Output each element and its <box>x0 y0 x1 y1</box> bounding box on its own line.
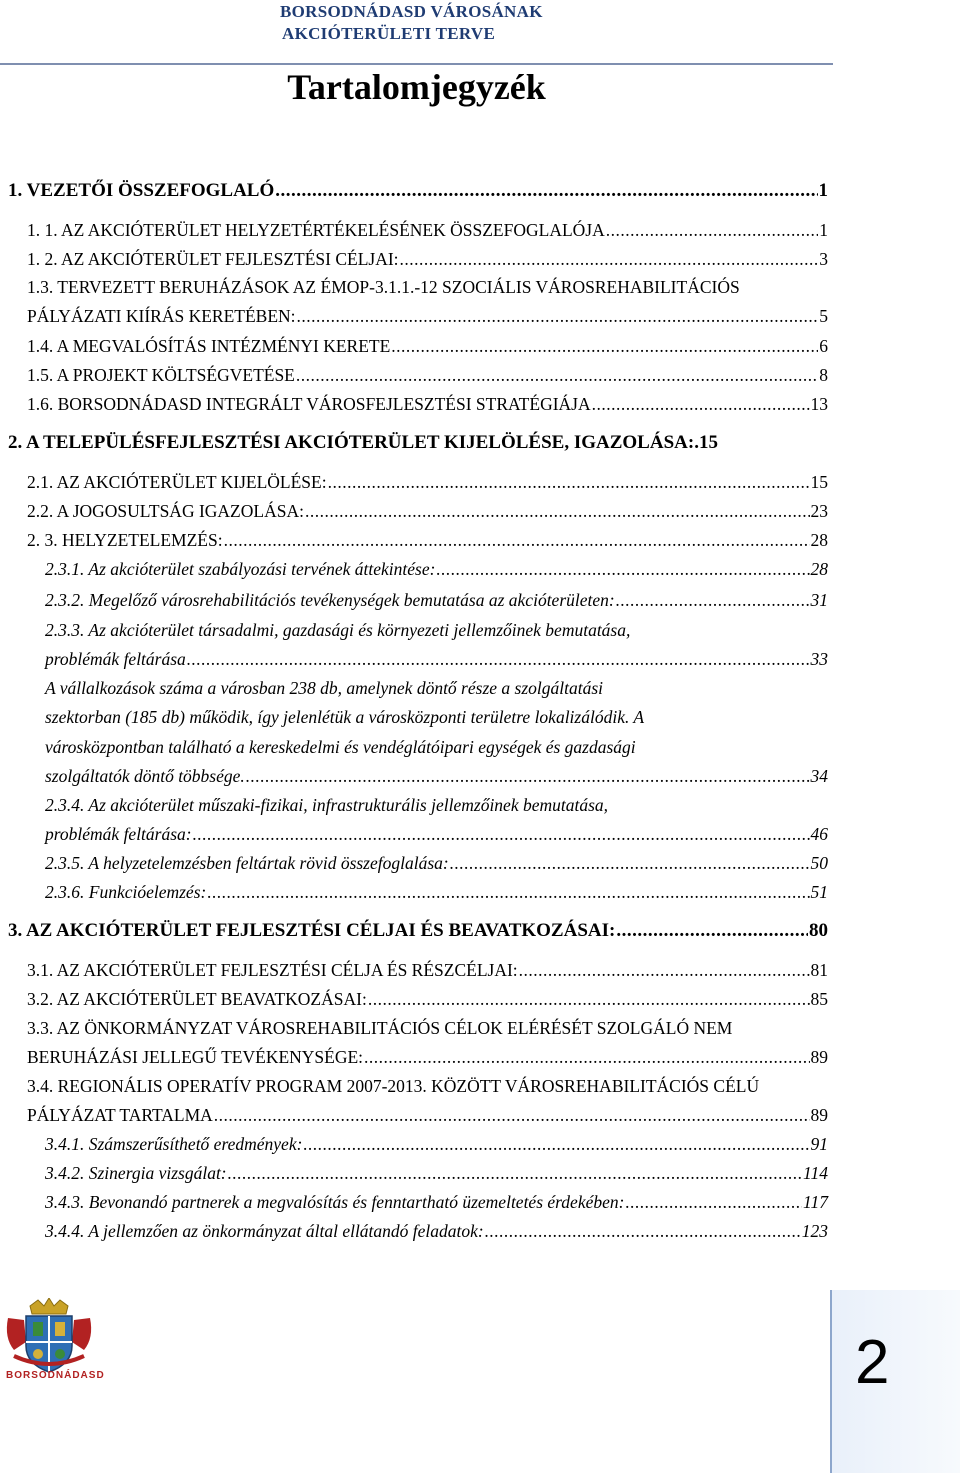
toc-entry-page: .15 <box>694 432 718 453</box>
toc-entry-page: 51 <box>810 882 828 902</box>
toc-entry-text: 3.4.2. Szinergia vizsgálat: <box>45 1163 227 1183</box>
toc-entry-text: 2. 3. HELYZETELEMZÉS: <box>27 530 223 550</box>
toc-entry-page: 6 <box>819 336 828 356</box>
toc-entry-text: 1. 2. AZ AKCIÓTERÜLET FEJLESZTÉSI CÉLJAI: <box>27 249 399 269</box>
toc-entry-page: 89 <box>810 1047 828 1067</box>
toc-entry-text: 1.5. A PROJEKT KÖLTSÉGVETÉSE <box>27 365 295 385</box>
toc-entry[interactable] <box>27 365 828 386</box>
toc-entry-page: 28 <box>810 559 828 579</box>
toc-entry[interactable] <box>27 394 828 415</box>
toc-entry-page: 117 <box>803 1192 828 1212</box>
crest-caption: BORSODNÁDASD <box>6 1370 105 1381</box>
toc-entry-text: 2.3.1. Az akcióterület szabályozási tervének áttekintése: <box>45 559 436 579</box>
toc-entry-page: 33 <box>810 649 828 669</box>
toc-entry-text[interactable]: 2.3.3. Az akcióterület társadalmi, gazdasági és környezeti jellemzőinek bemutatása, <box>45 620 631 640</box>
toc-entry-text[interactable]: szektorban (185 db) működik, így jelenlétük a városközponti területre lokalizálódik. A <box>45 707 645 727</box>
toc-entry[interactable] <box>8 180 828 202</box>
toc-entry-text[interactable]: városközpontban található a kereskedelmi és vendéglátóipari egységek és gazdasági <box>45 737 636 757</box>
toc-entry-text: 2.1. AZ AKCIÓTERÜLET KIJELÖLÉSE: <box>27 472 327 492</box>
toc-entry[interactable] <box>45 649 828 670</box>
toc-entry-text: 1. 1. AZ AKCIÓTERÜLET HELYZETÉRTÉKELÉSÉNEK ÖSSZEFOGLALÓJA <box>27 220 605 240</box>
toc-entry[interactable] <box>45 590 828 611</box>
toc-entry-text: BERUHÁZÁSI JELLEGŰ TEVÉKENYSÉGE: <box>27 1047 364 1067</box>
toc-entry[interactable] <box>8 432 828 454</box>
toc-entry-text: 3.2. AZ AKCIÓTERÜLET BEAVATKOZÁSAI: <box>27 989 367 1009</box>
toc-entry[interactable] <box>45 559 828 580</box>
toc-entry-page: 114 <box>803 1163 828 1183</box>
toc-entry[interactable] <box>27 220 828 241</box>
page-header <box>0 0 833 64</box>
toc-entry-page: 80 <box>809 920 828 941</box>
toc-entry-page: 31 <box>810 590 828 610</box>
toc-entry[interactable] <box>45 824 828 845</box>
toc-entry-text[interactable]: 3.3. AZ ÖNKORMÁNYZAT VÁROSREHABILITÁCIÓS CÉLOK ELÉRÉSÉT SZOLGÁLÓ NEM <box>27 1018 733 1038</box>
page-title: Tartalomjegyzék <box>287 67 546 107</box>
toc-entry-page: 1 <box>819 220 828 240</box>
toc-entry-page: 81 <box>810 960 828 980</box>
toc-entry[interactable] <box>27 336 828 357</box>
toc-entry-text: 3.4.3. Bevonandó partnerek a megvalósítás és fenntartható üzemeltetés érdekében: <box>45 1192 625 1212</box>
toc-entry-page: 28 <box>810 530 828 550</box>
toc-entry-text: 3.1. AZ AKCIÓTERÜLET FEJLESZTÉSI CÉLJA ÉS RÉSZCÉLJAI: <box>27 960 518 980</box>
toc-entry[interactable] <box>45 853 828 874</box>
toc-entry-text: PÁLYÁZATI KIÍRÁS KERETÉBEN: <box>27 306 296 326</box>
toc-entry[interactable] <box>27 530 828 551</box>
toc-entry-page: 23 <box>810 501 828 521</box>
toc-entry-text: 2. A TELEPÜLÉSFEJLESZTÉSI AKCIÓTERÜLET KIJELÖLÉSE, IGAZOLÁSA: <box>8 432 695 453</box>
toc-entry[interactable] <box>27 1047 828 1068</box>
toc-entry[interactable] <box>27 472 828 493</box>
toc-entry-page: 34 <box>810 766 828 786</box>
toc-entry-text: problémák feltárása <box>45 649 186 669</box>
toc-entry-text[interactable]: 2.3.4. Az akcióterület műszaki-fizikai, infrastrukturális jellemzőinek bemutatása, <box>45 795 609 815</box>
toc-entry[interactable] <box>8 920 828 942</box>
toc-entry-text: problémák feltárása: <box>45 824 192 844</box>
toc-entry-text: 2.3.5. A helyzetelemzésben feltártak rövid összefoglalása: <box>45 853 449 873</box>
toc-entry-page: 85 <box>810 989 828 1009</box>
toc-entry[interactable] <box>27 960 828 981</box>
toc-entry[interactable] <box>45 1221 828 1242</box>
toc-entry-text: 2.2. A JOGOSULTSÁG IGAZOLÁSA: <box>27 501 304 521</box>
toc-entry-page: 91 <box>810 1134 828 1154</box>
toc-entry-page: 1 <box>818 180 828 201</box>
toc-entry-text: 1.4. A MEGVALÓSÍTÁS INTÉZMÉNYI KERETE <box>27 336 391 356</box>
toc-entry-page: 13 <box>810 394 828 414</box>
toc-entry-page: 123 <box>801 1221 828 1241</box>
toc-entry-page: 5 <box>819 306 828 326</box>
toc-entry-text: 3.4.4. A jellemzően az önkormányzat által ellátandó feladatok: <box>45 1221 484 1241</box>
toc-entry[interactable] <box>45 1192 828 1213</box>
toc-entry-text: 2.3.2. Megelőző városrehabilitációs tevékenységek bemutatása az akcióterületen: <box>45 590 615 610</box>
toc-entry-page: 50 <box>810 853 828 873</box>
toc-entry[interactable] <box>27 989 828 1010</box>
header-title-line1: BORSODNÁDASD VÁROSÁNAK <box>280 2 543 21</box>
toc-entry-text: szolgáltatók döntő többsége. <box>45 766 245 786</box>
toc-entry[interactable] <box>45 882 828 903</box>
toc-entry-text: 2.3.6. Funkcióelemzés: <box>45 882 207 902</box>
page-number: 2 <box>855 1328 890 1397</box>
footer-panel <box>832 1290 960 1473</box>
toc-entry[interactable] <box>27 1105 828 1126</box>
toc-entry[interactable] <box>27 306 828 327</box>
toc-entry-text[interactable]: 1.3. TERVEZETT BERUHÁZÁSOK AZ ÉMOP-3.1.1.-12 SZOCIÁLIS VÁROSREHABILITÁCIÓS <box>27 277 740 297</box>
toc-entry[interactable] <box>45 1163 828 1184</box>
toc-entry-page: 46 <box>810 824 828 844</box>
toc-entry-page: 3 <box>819 249 828 269</box>
toc-entry-text: 3. AZ AKCIÓTERÜLET FEJLESZTÉSI CÉLJAI ÉS BEAVATKOZÁSAI: <box>8 920 616 941</box>
header-divider <box>0 63 833 65</box>
toc-entry[interactable] <box>27 501 828 522</box>
toc-entry-page: 15 <box>810 472 828 492</box>
toc-entry-page: 8 <box>819 365 828 385</box>
toc-entry-text[interactable]: 3.4. REGIONÁLIS OPERATÍV PROGRAM 2007-2013. KÖZÖTT VÁROSREHABILITÁCIÓS CÉLÚ <box>27 1076 760 1096</box>
toc-entry[interactable] <box>27 249 828 270</box>
toc-entry-text: PÁLYÁZAT TARTALMA <box>27 1105 213 1125</box>
toc-entry-page: 89 <box>810 1105 828 1125</box>
toc-entry-text[interactable]: A vállalkozások száma a városban 238 db, amelynek döntő része a szolgáltatási <box>45 678 604 698</box>
header-title-line2: AKCIÓTERÜLETI TERVE <box>282 24 496 43</box>
toc-entry-text: 1. VEZETŐI ÖSSZEFOGLALÓ <box>8 180 275 201</box>
toc-entry-text: 1.6. BORSODNÁDASD INTEGRÁLT VÁROSFEJLESZTÉSI STRATÉGIÁJA <box>27 394 591 414</box>
toc-entry-text: 3.4.1. Számszerűsíthető eredmények: <box>45 1134 303 1154</box>
toc-entry[interactable] <box>45 1134 828 1155</box>
toc-entry[interactable] <box>45 766 828 787</box>
